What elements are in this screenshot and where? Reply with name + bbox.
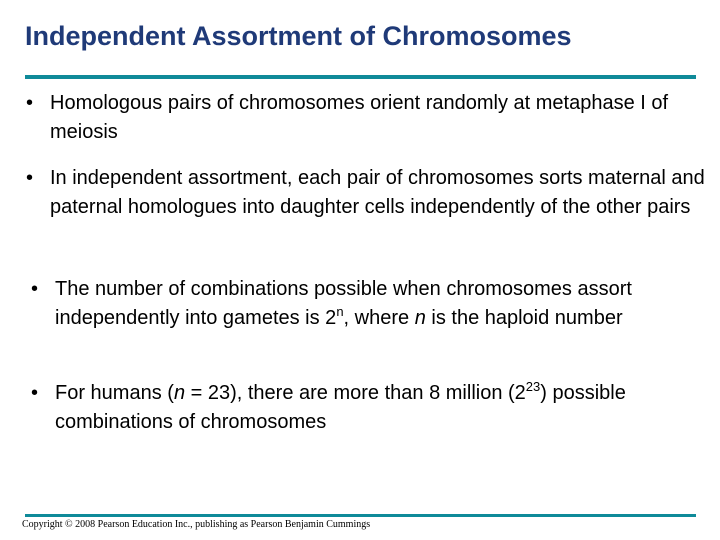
copyright-footer: Copyright © 2008 Pearson Education Inc., publishing as Pearson Benjamin Cummings — [22, 519, 371, 530]
bullet-text-end: is the haploid number — [425, 307, 623, 329]
bullet-marker: • — [31, 278, 39, 300]
bullet-item-3 — [31, 275, 720, 333]
bullet-item-4 — [31, 379, 720, 437]
footer-divider — [25, 514, 696, 517]
bullet-text-start: The number of combinations possible when chromosomes assort independently into gametes is 2 — [55, 278, 632, 329]
bullet-marker: • — [26, 92, 34, 114]
slide-title: Independent Assortment of Chromosomes — [25, 21, 572, 51]
variable-n: n — [414, 307, 426, 329]
exponent: n — [336, 304, 344, 319]
bullet-item-1 — [26, 89, 690, 147]
bullet-text: Homologous pairs of chromosomes orient randomly at metaphase I of meiosis — [50, 92, 669, 143]
bullet-text-start: For humans ( — [55, 382, 174, 404]
bullet-marker: • — [26, 167, 34, 189]
bullet-item-2 — [26, 164, 720, 222]
title-divider — [25, 75, 696, 79]
bullet-text-middle: = 23), there are more than 8 million (2 — [185, 382, 526, 404]
bullet-text-end: ) possible combinations of chromosomes — [55, 382, 626, 433]
bullet-text-middle: , where — [343, 307, 415, 329]
bullet-marker: • — [31, 382, 39, 404]
exponent: 23 — [525, 379, 541, 394]
variable-n: n — [173, 382, 186, 404]
bullet-text: In independent assortment, each pair of chromosomes sorts maternal and paternal homologues into daughter cells independently of the other pairs — [50, 167, 705, 218]
